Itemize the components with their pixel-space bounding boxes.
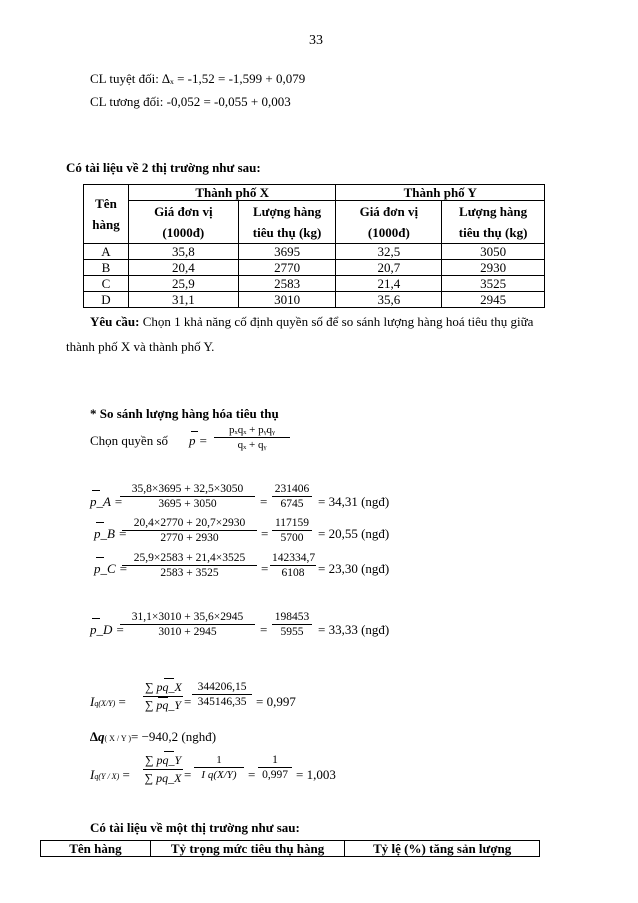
overbar xyxy=(92,618,100,619)
section3-heading: Có tài liệu về một thị trường như sau: xyxy=(90,820,300,835)
cell: 35,6 xyxy=(336,292,442,308)
pB-result: = 20,55 (ngđ) xyxy=(318,526,390,541)
equals: = xyxy=(184,767,192,782)
formula-p-lhs: p = xyxy=(189,433,208,448)
cell: 32,5 xyxy=(336,244,442,260)
header-luong-y: Lượng hàng tiêu thụ (kg) xyxy=(442,201,545,244)
iq-xy-mid: $\frac{344206,15}{345146,35}$ xyxy=(192,681,252,708)
cell: 2583 xyxy=(238,276,336,292)
formula-p-fraction: pₓqₓ + pᵧqᵧ qₓ + qᵧ xyxy=(214,424,290,451)
table-row xyxy=(84,292,545,308)
equals: = xyxy=(260,494,268,509)
yeu-cau-line1: Yêu cầu: Chọn 1 khả năng cố định quyền số để so sánh lượng hàng hoá tiêu thụ giữa xyxy=(90,314,534,329)
section1-heading: Có tài liệu về 2 thị trường như sau: xyxy=(66,160,261,175)
header-city-x: Thành phố X xyxy=(128,185,336,201)
pC-fraction: $\frac{25,9\times 2583 + 21,4\times 3525}{2583 + 3525}$ xyxy=(122,552,257,579)
header-ty-le: Tỷ lệ (%) tăng sản lượng xyxy=(345,841,540,857)
pA-result: = 34,31 (ngđ) xyxy=(318,494,390,509)
cell: 3525 xyxy=(442,276,545,292)
cell: 3050 xyxy=(442,244,545,260)
pA-lhs: p_A = xyxy=(90,494,123,509)
equals: = xyxy=(248,767,256,782)
cl-tuong-doi: CL tương đối: -0,052 = -0,055 + 0,003 xyxy=(90,94,291,109)
overbar xyxy=(164,678,174,679)
cell: 21,4 xyxy=(336,276,442,292)
section2-heading: * So sánh lượng hàng hóa tiêu thụ xyxy=(90,406,279,421)
cl-tuyet-doi: CL tuyệt đối: ∆ₓ = -1,52 = -1,599 + 0,079 xyxy=(90,71,306,86)
iq-xy-result: = 0,997 xyxy=(256,694,296,709)
table-row xyxy=(84,276,545,292)
equals: = xyxy=(184,694,192,709)
cell: 20,7 xyxy=(336,260,442,276)
cell: D xyxy=(84,292,129,308)
table-row xyxy=(84,244,545,260)
header-luong-x: Lượng hàng tiêu thụ (kg) xyxy=(238,201,336,244)
pD-fraction: $\frac{31,1\times 3010 + 35,6\times 2945}{3010 + 2945}$ xyxy=(120,611,255,638)
cell: B xyxy=(84,260,129,276)
cell: 2930 xyxy=(442,260,545,276)
page-number: 33 xyxy=(309,33,323,48)
pC-mid: $\frac{142334,7}{6108}$ xyxy=(272,552,316,579)
header-ten-hang: Tên hàng xyxy=(41,841,151,857)
pC-result: = 23,30 (ngđ) xyxy=(318,561,390,576)
overbar xyxy=(164,751,174,752)
cell: 3010 xyxy=(238,292,336,308)
cell: 25,9 xyxy=(128,276,238,292)
header-gia-y: Giá đơn vị (1000đ) xyxy=(336,201,442,244)
pD-result: = 33,33 (ngđ) xyxy=(318,622,390,637)
cell: 2770 xyxy=(238,260,336,276)
delta-q: ∆q( X / Y )= −940,2 (nghđ) xyxy=(90,729,217,744)
market-table xyxy=(83,184,545,308)
cell: A xyxy=(84,244,129,260)
overbar xyxy=(96,557,104,558)
header-ten-hang: Tên hàng xyxy=(84,185,129,244)
chon-quyen-so: Chọn quyền số xyxy=(90,433,168,448)
iq-yx-mid: $\frac{1}{\text{I q(X/Y)}}$ xyxy=(194,754,244,781)
iq-yx-lhs: Iq(Y / X) = xyxy=(90,767,130,782)
header-ty-trong: Tỷ trọng mức tiêu thụ hàng xyxy=(150,841,345,857)
pA-fraction: $\frac{35,8\times 3695 + 32,5\times 3050}{3695 + 3050}$ xyxy=(120,483,255,510)
cell: C xyxy=(84,276,129,292)
equals: = xyxy=(261,561,269,576)
pB-mid: $\frac{117159}{5700}$ xyxy=(272,517,312,544)
equals: = xyxy=(260,622,268,637)
pD-lhs: p_D = xyxy=(90,622,125,637)
cell: 20,4 xyxy=(128,260,238,276)
iq-yx-fraction: $\frac{\sum pq\_Y}{\sum pq\_X}$ xyxy=(144,753,182,785)
table-row xyxy=(84,260,545,276)
pD-mid: $\frac{198453}{5955}$ xyxy=(272,611,312,638)
equals: = xyxy=(261,526,269,541)
overbar xyxy=(92,490,100,491)
market-table-2 xyxy=(40,840,540,857)
iq-xy-lhs: Iq(X/Y) = xyxy=(90,694,126,709)
iq-xy-fraction: $\frac{\sum pq\_X}{\sum pq\_Y}$ xyxy=(144,680,182,712)
pB-lhs: p_B = xyxy=(94,526,127,541)
cell: 3695 xyxy=(238,244,336,260)
overbar xyxy=(191,431,198,432)
header-gia-x: Giá đơn vị (1000đ) xyxy=(128,201,238,244)
iq-yx-result: = 1,003 xyxy=(296,767,336,782)
cell: 2945 xyxy=(442,292,545,308)
cell: 31,1 xyxy=(128,292,238,308)
header-city-y: Thành phố Y xyxy=(336,185,545,201)
yeu-cau-line2: thành phố X và thành phố Y. xyxy=(66,339,215,354)
cell: 35,8 xyxy=(128,244,238,260)
pA-mid: $\frac{231406}{6745}$ xyxy=(272,483,312,510)
pC-lhs: p_C = xyxy=(94,561,128,576)
iq-yx-mid2: $\frac{1}{0,997}$ xyxy=(258,754,292,781)
pB-fraction: $\frac{20,4\times 2770 + 20,7\times 2930}{2770 + 2930}$ xyxy=(122,517,257,544)
overbar xyxy=(96,522,104,523)
